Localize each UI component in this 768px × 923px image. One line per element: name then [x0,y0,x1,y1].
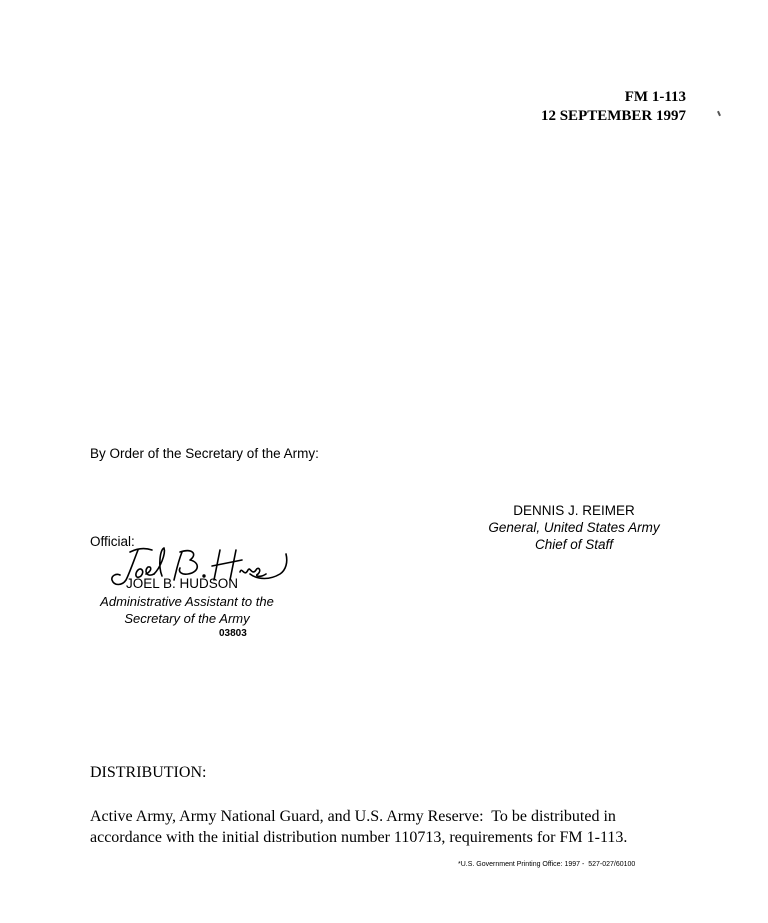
chief-name: DENNIS J. REIMER [513,503,635,518]
official-label: Official: [90,534,135,549]
official-name: JOEL B. HUDSON [126,576,239,591]
chief-title: Chief of Staff [534,537,614,552]
official-code: 03803 [219,628,247,639]
gpo-footer: *U.S. Government Printing Office: 1997 - 527-027/60100 [458,861,636,868]
document-number: FM 1-113 [624,89,686,105]
official-title [88,593,286,627]
official-title-line2: Secretary of the Army [124,611,250,626]
distribution-heading: DISTRIBUTION: [90,764,207,781]
distribution-line2: accordance with the initial distribution number 110713, requirements for FM 1-113. [90,829,628,846]
chief-rank: General, United States Army [488,520,660,535]
by-order-line: By Order of the Secretary of the Army: [90,446,319,461]
official-title-line1: Administrative Assistant to the [100,594,274,609]
chief-of-staff-block [478,502,670,553]
scan-speck [717,111,721,116]
document-header [541,88,686,126]
distribution-line1: Active Army, Army National Guard, and U.S. Army Reserve: To be distributed in [90,808,616,825]
distribution-text [90,806,690,848]
document-date: 12 SEPTEMBER 1997 [540,108,686,124]
